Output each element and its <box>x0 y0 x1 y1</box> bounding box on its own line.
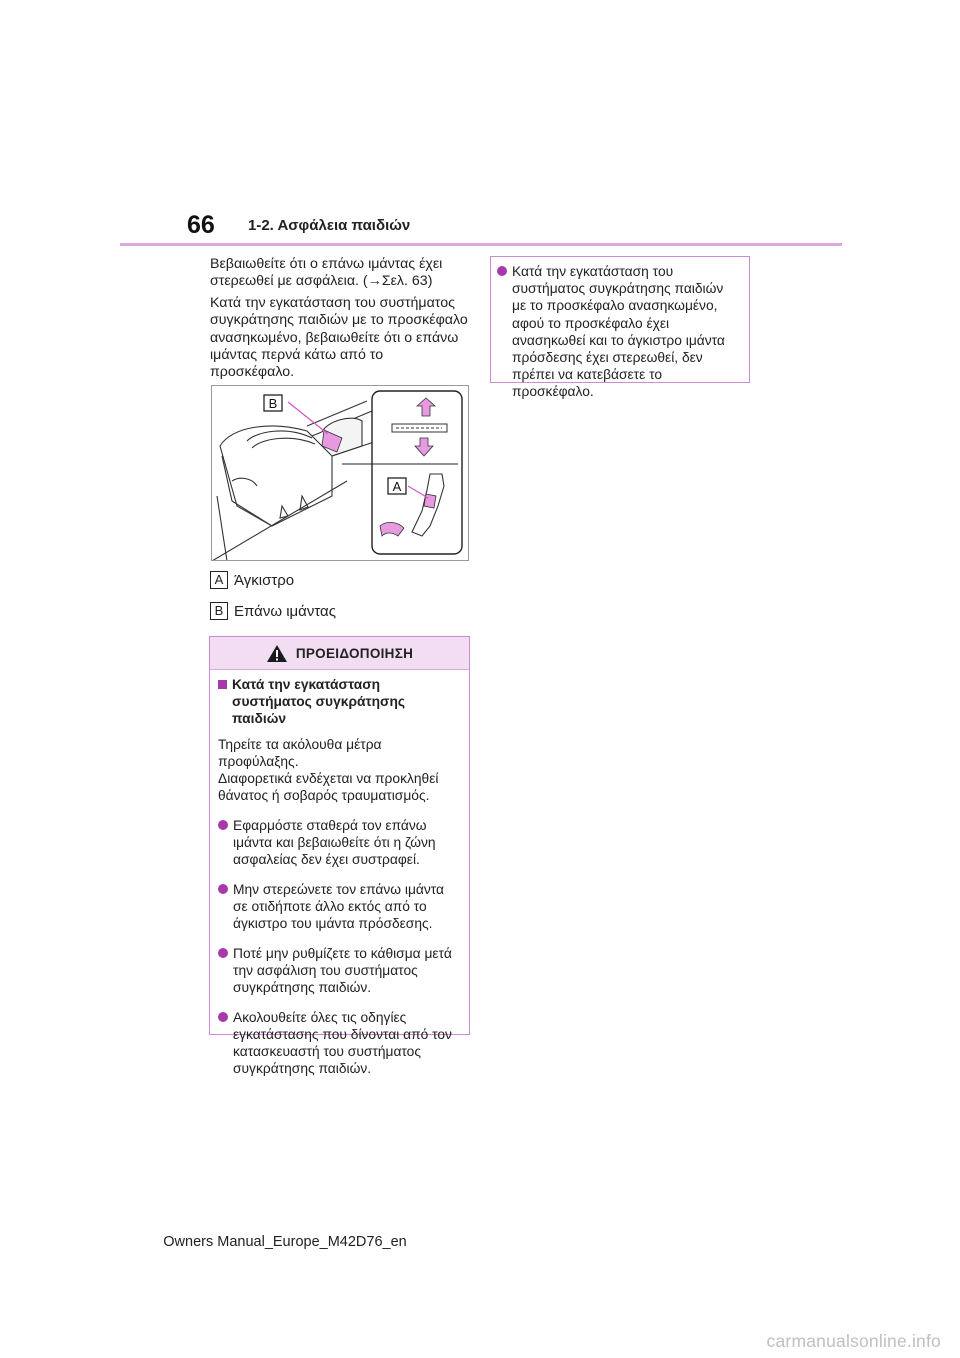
bullet-dot-icon <box>497 266 507 276</box>
legend-letter-a: A <box>210 571 228 589</box>
bullet-dot-icon <box>218 884 228 894</box>
warning-subhead <box>218 676 459 727</box>
paragraph-headrest-raised: Κατά την εγκατάσταση του συστήματος συγκράτησης παιδιών με το προσκέφαλο ανασηκωμένο, βεβαιωθείτε ότι ο επάνω ιμάντας περνά κάτω από το προσκέφαλο. <box>210 295 468 381</box>
section-title: 1-2. Ασφάλεια παιδιών <box>248 217 411 234</box>
footer-manual-id: Owners Manual_Europe_M42D76_en <box>163 1234 407 1250</box>
warning-bullet-text: Ποτέ μην ρυθμίζετε το κάθισμα μετά την ασφάλιση του συστήματος συγκράτησης παιδιών. <box>233 946 452 995</box>
page-number: 66 <box>187 211 215 239</box>
warning-bullet-text: Εφαρμόστε σταθερά τον επάνω ιμάντα και βεβαιωθείτε ότι η ζώνη ασφαλείας δεν έχει συστραφεί. <box>233 818 436 867</box>
warning-intro <box>218 736 459 804</box>
warning-intro-2: Διαφορετικά ενδέχεται να προκληθεί θάνατος ή σοβαρός τραυματισμός. <box>218 771 439 803</box>
warning-bullet <box>218 945 459 996</box>
warning-header <box>210 637 469 670</box>
warning-bullet <box>218 881 459 932</box>
note-bullet <box>497 263 741 401</box>
warning-triangle-icon <box>266 644 288 663</box>
legend-text-top-strap: Επάνω ιμάντας <box>234 602 336 620</box>
warning-bullet <box>218 1009 459 1077</box>
warning-bullet-text: Ακολουθείτε όλες τις οδηγίες εγκατάστασης που δίνονται από τον κατασκευαστή του συστήματος συγκράτησης παιδιών. <box>233 1010 452 1076</box>
callout-a: A <box>392 479 402 494</box>
warning-subhead-text: Κατά την εγκατάσταση συστήματος συγκράτησης παιδιών <box>232 677 406 726</box>
watermark: carmanualsonline.info <box>766 1331 941 1351</box>
top-strap-illustration <box>211 385 469 561</box>
header-divider <box>120 243 842 246</box>
seatback-outline <box>220 426 332 526</box>
seat-hook-drawing <box>212 386 468 560</box>
bullet-dot-icon <box>218 948 228 958</box>
square-bullet-icon <box>218 680 227 689</box>
warning-intro-1: Τηρείτε τα ακόλουθα μέτρα προφύλαξης. <box>218 737 382 769</box>
warning-title: ΠΡΟΕΙΔΟΠΟΙΗΣΗ <box>295 645 414 661</box>
warning-bullet-text: Μην στερεώνετε τον επάνω ιμάντα σε οτιδήποτε άλλο εκτός από το άγκιστρο του ιμάντα πρόσδεσης. <box>233 882 445 931</box>
paragraph-top-strap-secured: Βεβαιωθείτε ότι ο επάνω ιμάντας έχει στερεωθεί με ασφάλεια. (→Σελ. 63) <box>210 256 443 290</box>
legend-letter-b: B <box>210 602 228 620</box>
legend-text-hook: Άγκιστρο <box>234 571 295 589</box>
warning-box <box>209 636 470 1076</box>
callout-b: B <box>268 396 278 411</box>
note-text: Κατά την εγκατάσταση του συστήματος συγκράτησης παιδιών με το προσκέφαλο ανασηκωμένο, αφού το προσκέφαλο έχει ανασηκωθεί και το άγκιστρο ιμάντα πρόσδεσης έχει στερεωθεί, δεν πρέπει να κατεβάσετε το προσκέφαλο. <box>512 264 725 400</box>
note-box <box>490 256 750 400</box>
bullet-dot-icon <box>218 1012 228 1022</box>
legend-top-strap <box>210 602 336 620</box>
warning-bullet <box>218 817 459 868</box>
bullet-dot-icon <box>218 820 228 830</box>
legend-hook <box>210 571 294 589</box>
